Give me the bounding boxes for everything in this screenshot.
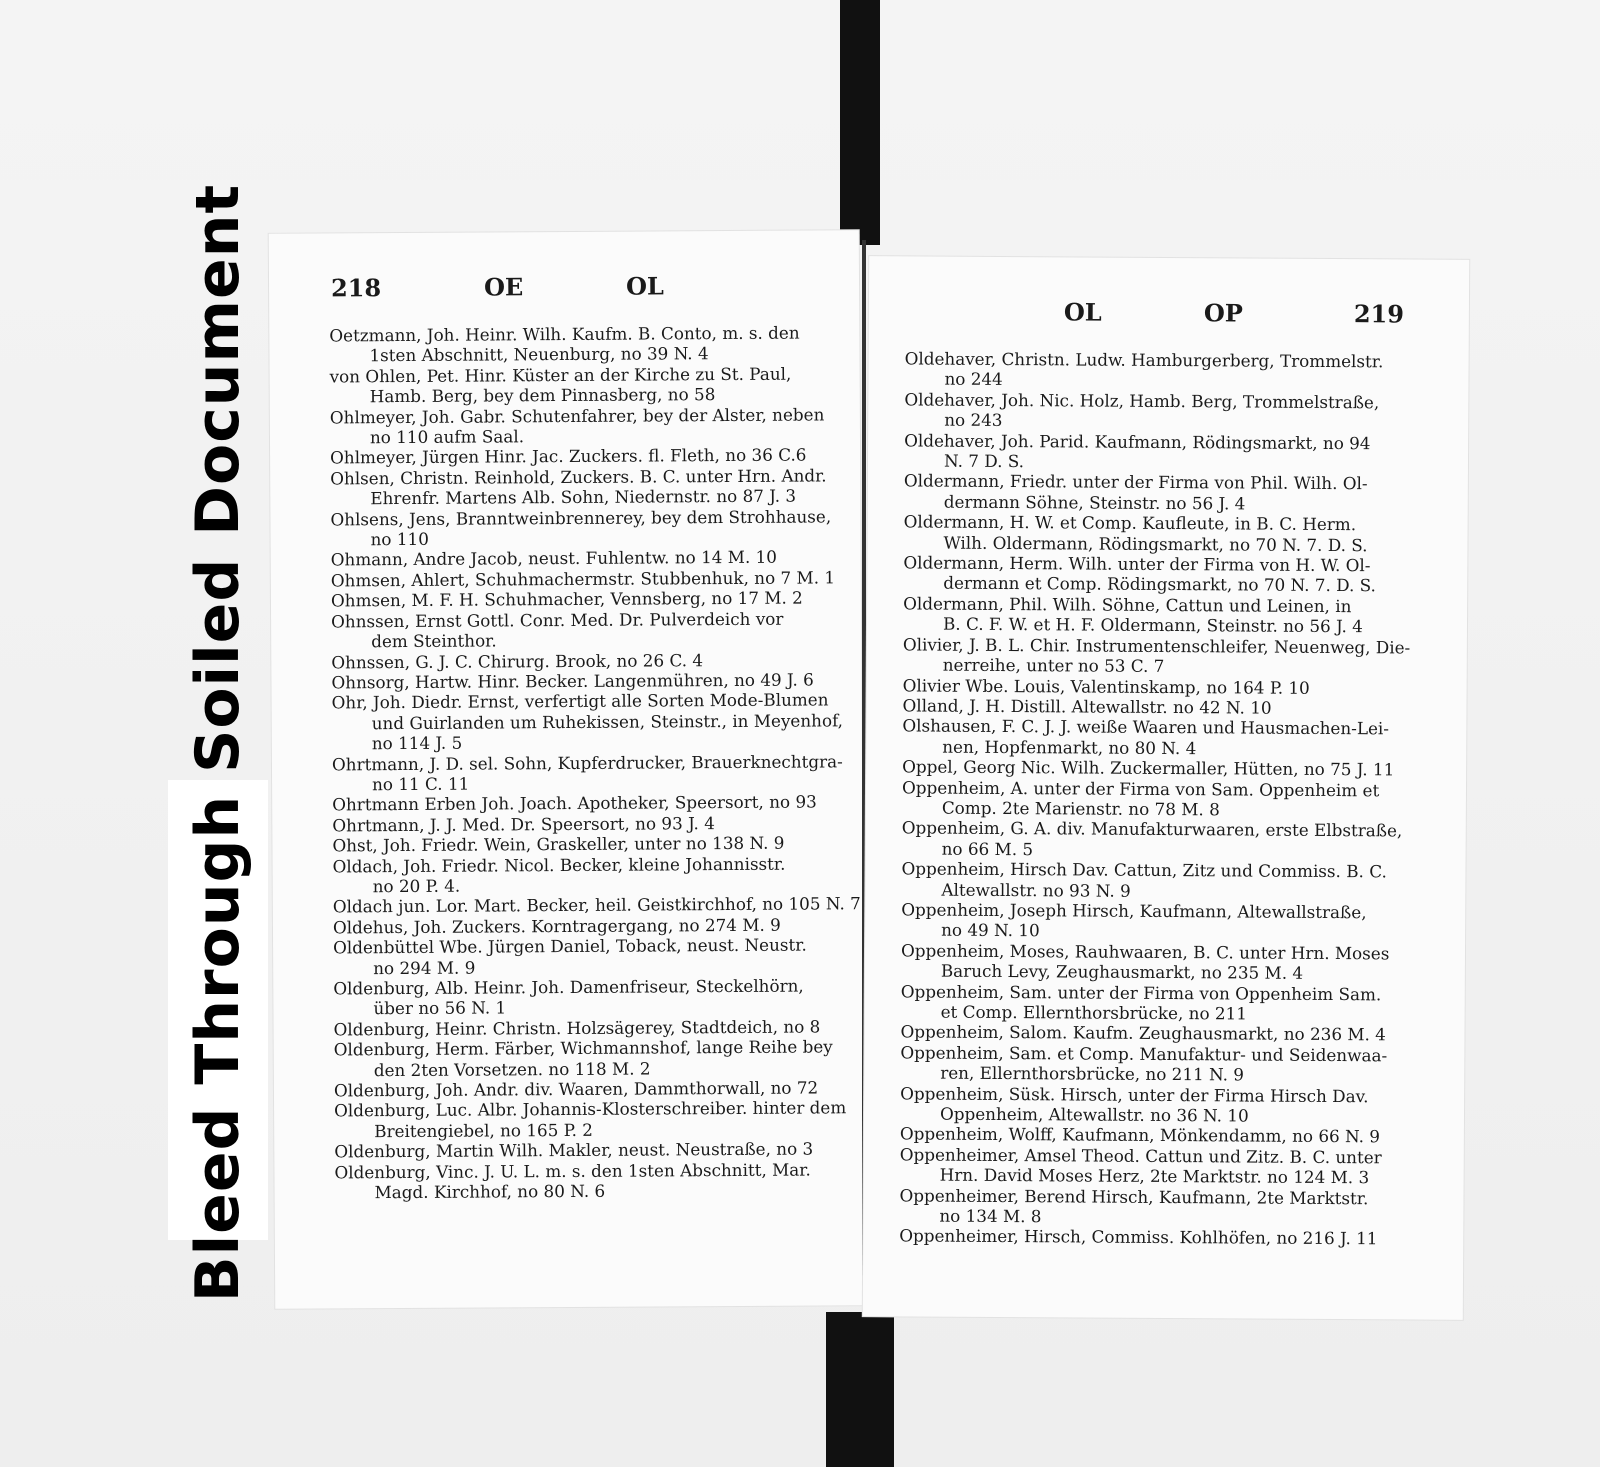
entry-line: Ohnsorg, Hartw. Hinr. Becker. Langenmühren, no 49 J. 6 bbox=[331, 669, 814, 693]
entry-line: Ohlmeyer, Joh. Gabr. Schutenfahrer, bey der Alster, neben bbox=[329, 404, 825, 428]
entry-continuation-line: no 294 M. 9 bbox=[373, 957, 476, 978]
entry-line: Oldehaver, Christn. Ludw. Hamburgerberg, Trommelstr. bbox=[904, 348, 1384, 372]
page-number: 218 bbox=[330, 273, 382, 303]
entry-line: Ohlsen, Christn. Reinhold, Zuckers. B. C. unter Hrn. Andr. bbox=[330, 465, 827, 489]
directory-entry bbox=[903, 634, 1448, 678]
entry-continuation-line: Hrn. David Moses Herz, 2te Marktstr. no 124 M. 3 bbox=[939, 1164, 1370, 1188]
entry-continuation-line: Breitengiebel, no 165 P. 2 bbox=[374, 1119, 593, 1142]
entry-continuation-line: no 20 P. 4. bbox=[372, 875, 461, 897]
directory-entry bbox=[904, 430, 1449, 474]
entry-continuation-line: Comp. 2te Marienstr. no 78 M. 8 bbox=[941, 797, 1220, 820]
entry-line: Ohrtmann Erben Joh. Joach. Apotheker, Speersort, no 93 bbox=[332, 791, 817, 815]
entry-line: Oppenheim, Joseph Hirsch, Kaufmann, Altewallstraße, bbox=[901, 899, 1367, 923]
directory-entry bbox=[903, 552, 1448, 596]
entry-continuation-line: nerreihe, unter no 53 C. 7 bbox=[942, 654, 1165, 677]
header-range-start: OL bbox=[1063, 297, 1102, 327]
directory-entries bbox=[899, 348, 1449, 1249]
directory-entry bbox=[332, 893, 861, 918]
entry-continuation-line: dermann et Comp. Rödingsmarkt, no 70 N. 7. D. S. bbox=[943, 573, 1376, 596]
entry-line: Oldenburg, Vinc. J. U. L. m. s. den 1sten Abschnitt, Mar. bbox=[334, 1159, 811, 1183]
entry-line: Olland, J. H. Distill. Altewallstr. no 42 N. 10 bbox=[902, 695, 1272, 718]
directory-entry bbox=[904, 389, 1449, 433]
entry-continuation-line: Oppenheim, Altewallstr. no 36 N. 10 bbox=[939, 1103, 1249, 1126]
directory-entry bbox=[904, 471, 1449, 515]
right-page bbox=[863, 256, 1469, 1320]
entry-line: Oldach, Joh. Friedr. Nicol. Becker, kleine Johannisstr. bbox=[332, 853, 786, 876]
entry-continuation-line: dermann Söhne, Steinstr. no 56 J. 4 bbox=[943, 491, 1246, 514]
entry-continuation-line: no 66 M. 5 bbox=[941, 838, 1034, 859]
left-page-header bbox=[269, 270, 859, 314]
entry-line: Oldermann, H. W. et Comp. Kaufleute, in B. C. Herm. bbox=[903, 511, 1357, 535]
directory-entry bbox=[901, 981, 1446, 1025]
entry-continuation-line: Baruch Levy, Zeughausmarkt, no 235 M. 4 bbox=[940, 960, 1304, 984]
binder-clip-top bbox=[840, 0, 880, 245]
directory-entry bbox=[904, 348, 1449, 392]
entry-continuation-line: et Comp. Ellernthorsbrücke, no 211 bbox=[940, 1001, 1248, 1024]
entry-line: Oppenheim, Wolff, Kaufmann, Mönkendamm, no 66 N. 9 bbox=[899, 1123, 1381, 1147]
entry-line: Oppenheimer, Hirsch, Commiss. Kohlhöfen, no 216 J. 11 bbox=[899, 1225, 1378, 1249]
entry-line: Ohnssen, G. J. C. Chirurg. Brook, no 26 C. 4 bbox=[331, 649, 704, 672]
entry-line: Ohmsen, Ahlert, Schuhmachermstr. Stubbenhuk, no 7 M. 1 bbox=[330, 567, 836, 591]
left-page bbox=[269, 230, 866, 1309]
directory-entry bbox=[900, 1144, 1445, 1188]
directory-entry bbox=[334, 1098, 854, 1142]
directory-entry bbox=[332, 792, 852, 816]
entry-continuation-line: und Guirlanden um Ruhekissen, Steinstr., in Meyenhof, bbox=[371, 710, 844, 733]
directory-entry bbox=[900, 1042, 1445, 1086]
entry-line: Oppenheimer, Amsel Theod. Cattun und Zitz. B. C. unter bbox=[899, 1144, 1382, 1168]
directory-entry bbox=[902, 777, 1447, 821]
header-range-end: OP bbox=[1203, 298, 1243, 328]
entry-line: Olshausen, F. C. J. J. weiße Waaren und Hausmachen-Lei- bbox=[902, 715, 1390, 739]
entry-continuation-line: Ehrenfr. Martens Alb. Sohn, Niedernstr. no 87 J. 3 bbox=[370, 485, 797, 509]
entry-continuation-line: B. C. F. W. et H. F. Oldermann, Steinstr. no 56 J. 4 bbox=[942, 613, 1363, 637]
binder-clip-bottom bbox=[826, 1312, 894, 1467]
entry-continuation-line: N. 7 D. S. bbox=[943, 450, 1025, 472]
directory-entry bbox=[334, 1036, 854, 1080]
entry-line: Ohmsen, M. F. H. Schuhmacher, Vennsberg, no 17 M. 2 bbox=[330, 587, 803, 611]
document-label-text: Bleed Through Soiled Document bbox=[183, 183, 254, 1302]
entry-line: Oldenburg, Herm. Färber, Wichmannshof, lange Reihe bey bbox=[333, 1036, 833, 1060]
right-page-header bbox=[869, 296, 1469, 340]
directory-entry bbox=[902, 716, 1447, 760]
entry-continuation-line: den 2ten Vorsetzen. no 118 M. 2 bbox=[373, 1058, 651, 1080]
entry-line: Oldenburg, Joh. Andr. div. Waaren, Dammthorwall, no 72 bbox=[333, 1077, 819, 1101]
directory-entry bbox=[902, 818, 1447, 862]
entry-line: Oldehaver, Joh. Nic. Holz, Hamb. Berg, Trommelstraße, bbox=[904, 389, 1380, 413]
entry-line: Oldermann, Friedr. unter der Firma von Phil. Wilh. Ol- bbox=[903, 470, 1368, 494]
directory-entry bbox=[333, 975, 853, 1019]
entry-line: Oppenheim, Salom. Kaufm. Zeughausmarkt, no 236 M. 4 bbox=[900, 1021, 1386, 1045]
entry-line: Oldehaver, Joh. Parid. Kaufmann, Rödingsmarkt, no 94 bbox=[904, 430, 1371, 453]
entry-line: von Ohlen, Pet. Hinr. Küster an der Kirche zu St. Paul, bbox=[329, 363, 792, 387]
entry-continuation-line: ren, Ellernthorsbrücke, no 211 N. 9 bbox=[940, 1062, 1245, 1085]
directory-entry bbox=[901, 859, 1446, 903]
entry-continuation-line: Wilh. Oldermann, Rödingsmarkt, no 70 N. 7. D. S. bbox=[943, 532, 1368, 555]
directory-entry bbox=[331, 588, 851, 612]
entry-continuation-line: 1sten Abschnitt, Neuenburg, no 39 N. 4 bbox=[369, 343, 709, 366]
entry-continuation-line: no 243 bbox=[944, 409, 1003, 431]
entry-line: Oppenheim, G. A. div. Manufakturwaaren, erste Elbstraße, bbox=[901, 817, 1403, 841]
entry-line: Oppenheim, Sam. unter der Firma von Oppenheim Sam. bbox=[900, 980, 1382, 1004]
entry-line: Ohnssen, Ernst Gottl. Conr. Med. Dr. Pulverdeich vor bbox=[331, 608, 784, 632]
directory-entry bbox=[330, 404, 850, 448]
directory-entry bbox=[899, 1185, 1444, 1229]
entry-continuation-line: no 110 aufm Saal. bbox=[369, 426, 525, 448]
directory-entry bbox=[332, 832, 852, 856]
entry-continuation-line: Magd. Kirchhof, no 80 N. 6 bbox=[374, 1180, 606, 1203]
directory-entry bbox=[901, 940, 1446, 984]
entry-continuation-line: Altewallstr. no 93 N. 9 bbox=[941, 879, 1131, 901]
directory-entry bbox=[902, 757, 1447, 781]
directory-entry bbox=[900, 1083, 1445, 1127]
entry-line: Oppenheim, Sam. et Comp. Manufaktur- und Seidenwaa- bbox=[900, 1042, 1388, 1066]
entry-line: Ohrtmann, J. J. Med. Dr. Speersort, no 93 J. 4 bbox=[332, 812, 715, 836]
directory-entry bbox=[333, 853, 853, 897]
entry-line: Olivier, J. B. L. Chir. Instrumentenschleifer, Neuenweg, Die- bbox=[902, 634, 1411, 658]
entry-continuation-line: über no 56 N. 1 bbox=[373, 997, 507, 1019]
directory-entry bbox=[331, 608, 851, 652]
entry-line: Oldenburg, Alb. Heinr. Joh. Damenfriseur, Steckelhörn, bbox=[333, 975, 804, 999]
header-range-start: OE bbox=[483, 272, 524, 302]
entry-continuation-line: no 134 M. 8 bbox=[939, 1205, 1042, 1227]
entry-line: Oppenheim, A. unter der Firma von Sam. Oppenheim et bbox=[901, 776, 1380, 800]
entry-line: Oldenburg, Luc. Albr. Johannis-Klosterschreiber. hinter dem bbox=[334, 1097, 847, 1121]
entry-continuation-line: no 11 C. 11 bbox=[372, 773, 470, 795]
directory-entry bbox=[334, 1159, 854, 1203]
entry-line: Oppenheim, Moses, Rauhwaaren, B. C. unter Hrn. Moses bbox=[900, 940, 1390, 964]
entry-line: Ohst, Joh. Friedr. Wein, Graskeller, unter no 138 N. 9 bbox=[332, 832, 785, 856]
directory-entry bbox=[330, 465, 850, 509]
directory-entry bbox=[329, 322, 849, 366]
entry-line: Ohmann, Andre Jacob, neust. Fuhlentw. no 14 M. 10 bbox=[330, 547, 778, 570]
entry-continuation-line: no 114 J. 5 bbox=[371, 732, 463, 754]
page-number: 219 bbox=[1353, 299, 1405, 329]
entry-continuation-line: dem Steinthor. bbox=[371, 630, 497, 652]
entry-line: Ohlsens, Jens, Branntweinbrennerey, bey dem Strohhause, bbox=[330, 506, 832, 530]
entry-continuation-line: no 244 bbox=[944, 369, 1003, 390]
entry-line: Ohrtmann, J. D. sel. Sohn, Kupferdrucker, Brauerknechtgra- bbox=[331, 750, 843, 774]
directory-entries bbox=[329, 322, 861, 1203]
entry-line: Oldenbüttel Wbe. Jürgen Daniel, Toback, neust. Neustr. bbox=[333, 934, 807, 958]
directory-entry bbox=[901, 899, 1446, 943]
directory-entry bbox=[334, 1139, 854, 1163]
directory-entry bbox=[903, 512, 1448, 556]
entry-line: Oppel, Georg Nic. Wilh. Zuckermaller, Hütten, no 75 J. 11 bbox=[902, 756, 1395, 780]
entry-line: Oetzmann, Joh. Heinr. Wilh. Kaufm. B. Conto, m. s. den bbox=[329, 322, 800, 346]
entry-line: Oppenheim, Hirsch Dav. Cattun, Zitz und Commiss. B. C. bbox=[901, 858, 1387, 882]
directory-entry bbox=[899, 1226, 1444, 1250]
entry-line: Olivier Wbe. Louis, Valentinskamp, no 164 P. 10 bbox=[902, 674, 1310, 698]
directory-entry bbox=[903, 593, 1448, 637]
entry-line: Oldenburg, Martin Wilh. Makler, neust. Neustraße, no 3 bbox=[334, 1138, 814, 1162]
entry-line: Oppenheim, Süsk. Hirsch, unter der Firma Hirsch Dav. bbox=[900, 1083, 1369, 1106]
directory-entry bbox=[332, 751, 852, 795]
entry-continuation-line: Hamb. Berg, bey dem Pinnasberg, no 58 bbox=[369, 384, 716, 407]
entry-line: Oppenheimer, Berend Hirsch, Kaufmann, 2te Marktstr. bbox=[899, 1185, 1369, 1208]
entry-line: Oldach jun. Lor. Mart. Becker, heil. Geistkirchhof, no 105 N. 7 bbox=[332, 893, 861, 917]
entry-line: Oldermann, Herm. Wilh. unter der Firma von H. W. Ol- bbox=[903, 552, 1371, 576]
document-label bbox=[168, 183, 268, 1302]
entry-continuation-line: no 110 bbox=[370, 528, 429, 550]
entry-continuation-line: no 49 N. 10 bbox=[941, 920, 1040, 941]
directory-entry bbox=[333, 934, 853, 978]
entry-continuation-line: nen, Hopfenmarkt, no 80 N. 4 bbox=[942, 736, 1197, 758]
directory-entry bbox=[330, 363, 850, 407]
entry-line: Ohlmeyer, Jürgen Hinr. Jac. Zuckers. fl. Fleth, no 36 C.6 bbox=[330, 444, 807, 468]
directory-entry bbox=[330, 506, 850, 550]
directory-entry bbox=[332, 690, 852, 734]
header-range-end: OL bbox=[625, 271, 664, 301]
entry-line: Oldenburg, Heinr. Christn. Holzsägerey, Stadtdeich, no 8 bbox=[333, 1016, 821, 1040]
entry-line: Ohr, Joh. Diedr. Ernst, verfertigt alle Sorten Mode-Blumen bbox=[331, 689, 829, 713]
entry-line: Oldehus, Joh. Zuckers. Korntragergang, no 274 M. 9 bbox=[332, 914, 781, 938]
entry-line: Oldermann, Phil. Wilh. Söhne, Cattun und Leinen, in bbox=[903, 593, 1352, 617]
